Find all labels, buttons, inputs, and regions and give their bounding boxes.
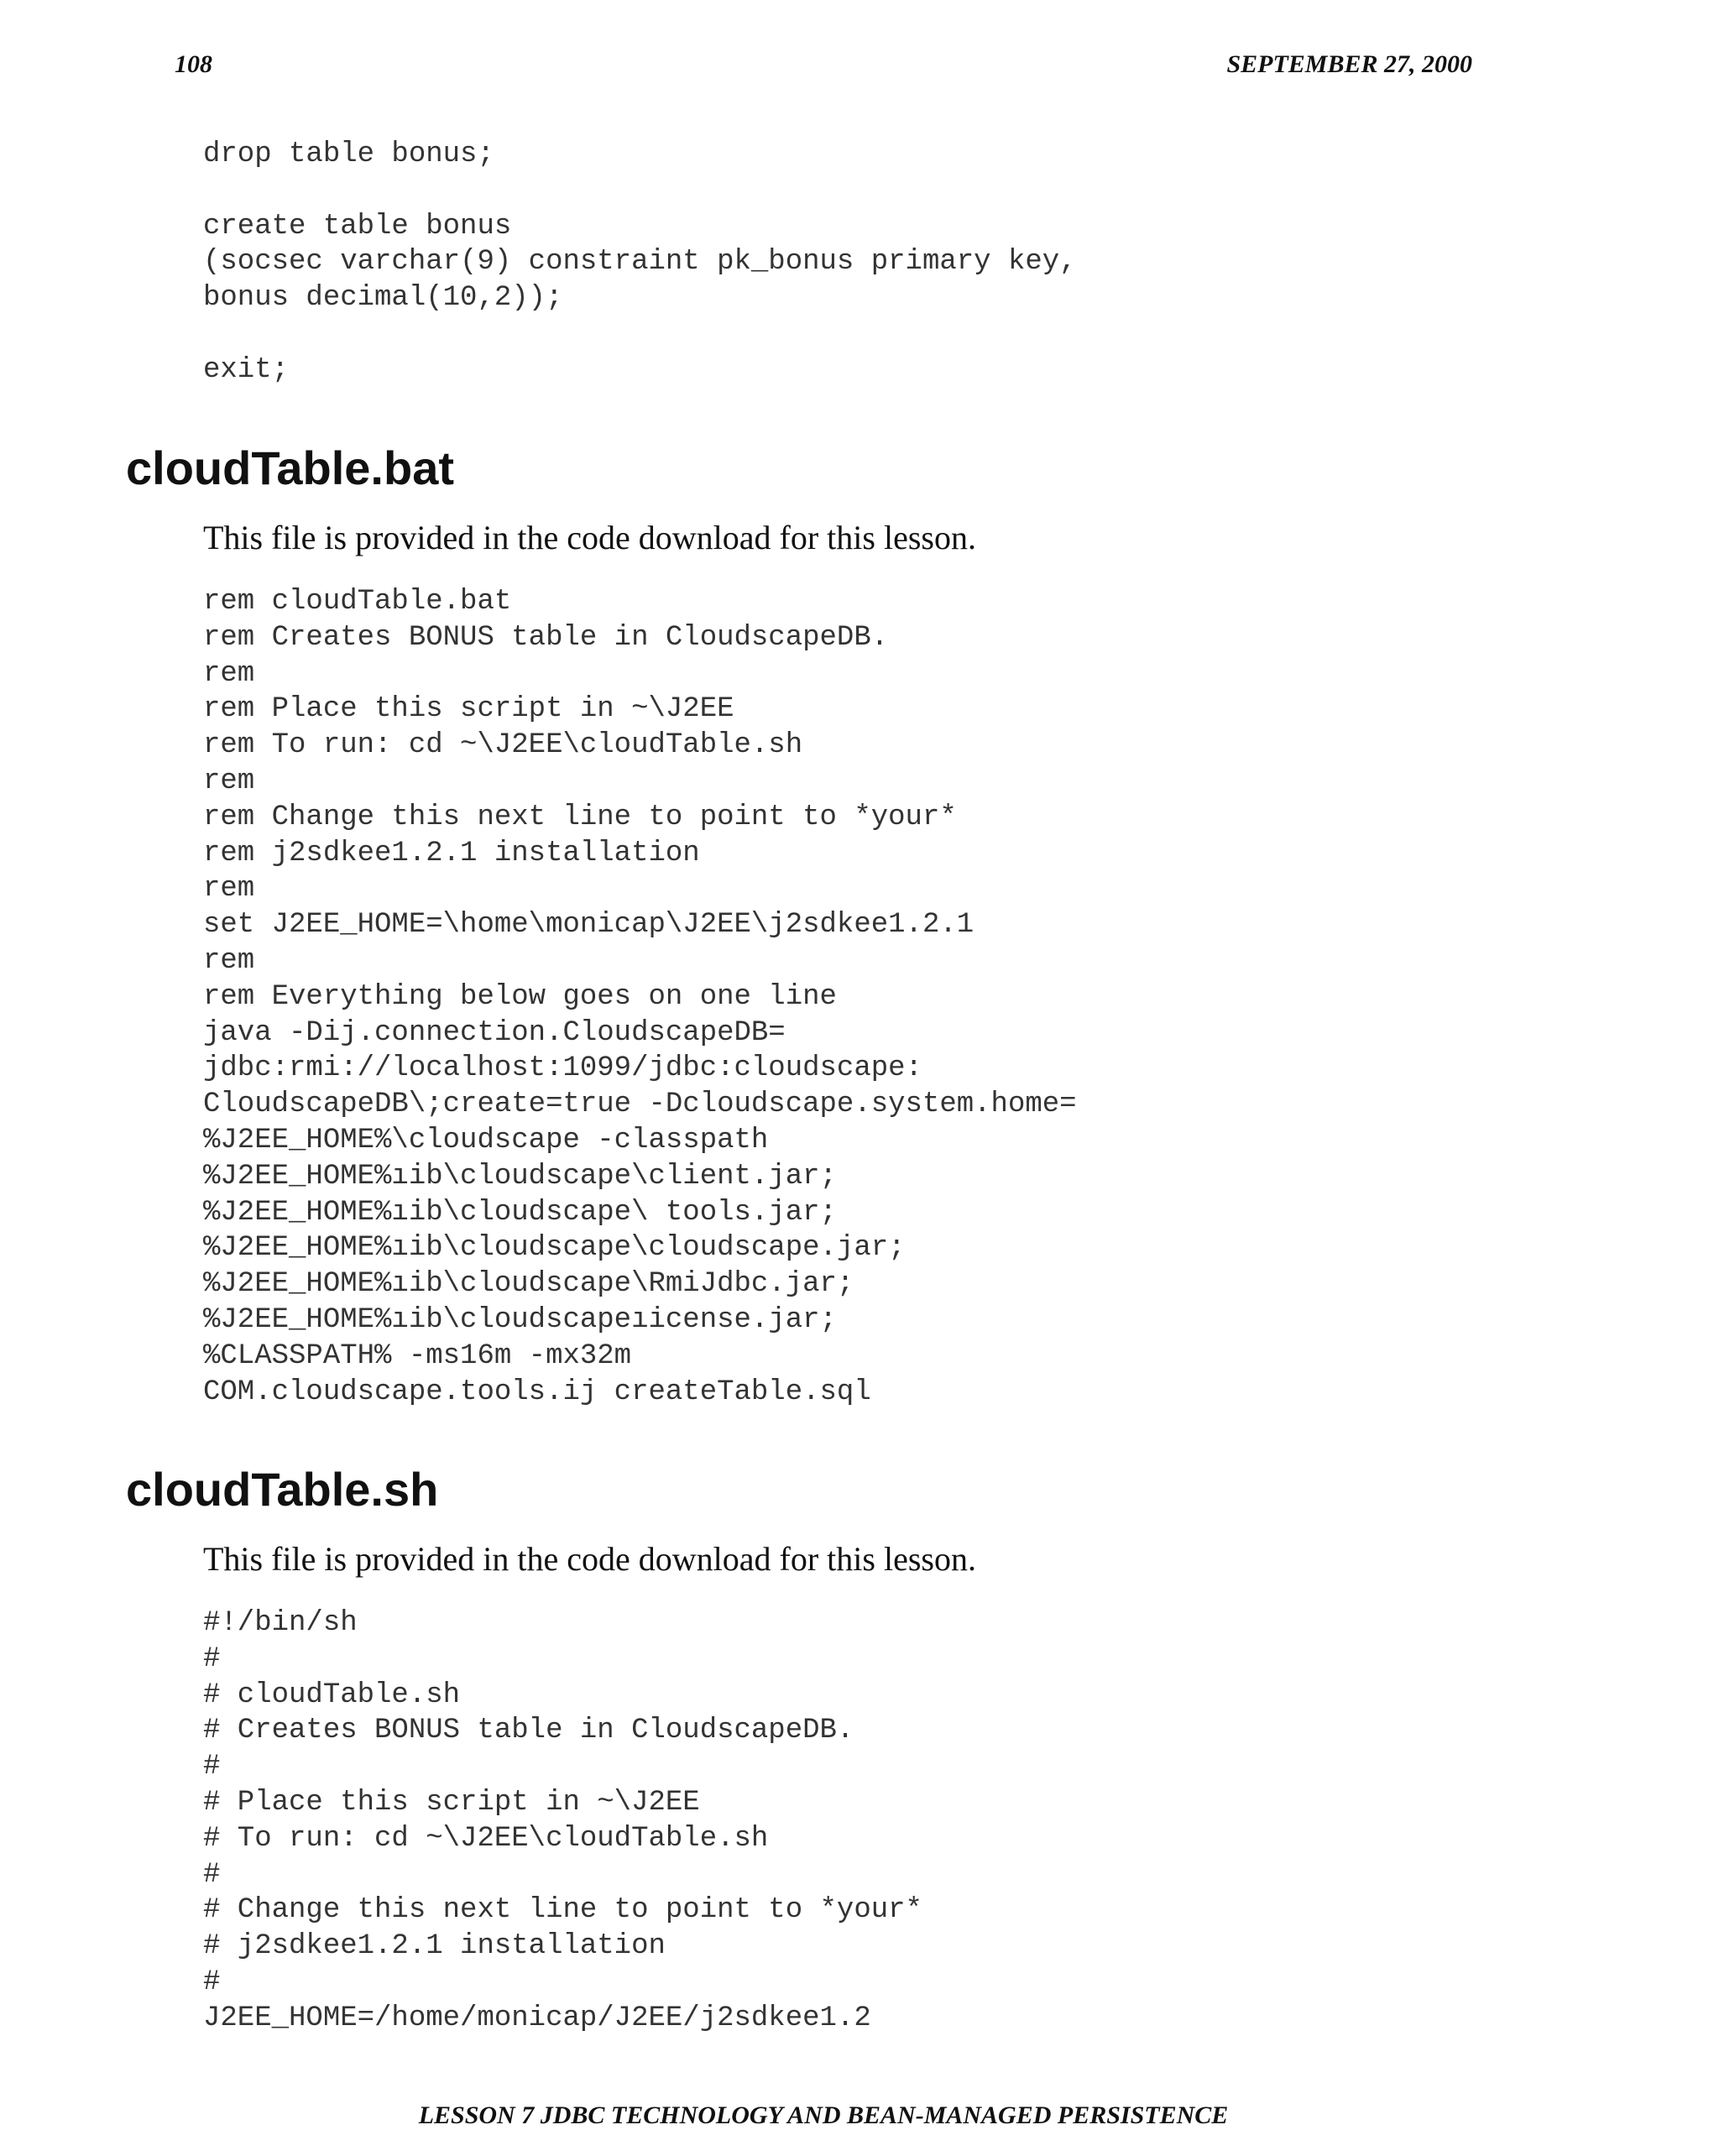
code-line: #	[203, 1751, 221, 1783]
code-line: #	[203, 1642, 221, 1675]
code-line: rem Change this next line to point to *your*	[203, 801, 957, 833]
code-line	[203, 316, 1077, 352]
code-line: java -Dij.connection.CloudscapeDB=	[203, 1016, 786, 1049]
code-line: jdbc:rmi://localhost:1099/jdbc:cloudscape:	[203, 1052, 922, 1085]
code-line: %J2EE_HOME%\cloudscape -classpath	[203, 1124, 769, 1156]
code-line: #!/bin/sh	[203, 1607, 358, 1639]
section-description-bat: This file is provided in the code download for this lesson.	[203, 519, 976, 556]
code-line	[203, 173, 1077, 209]
code-line: bonus decimal(10,2));	[203, 282, 563, 315]
code-line: %J2EE_HOME%ıib\cloudscape\cloudscape.jar;	[203, 1232, 906, 1265]
code-line: # j2sdkee1.2.1 installation	[203, 1930, 666, 1963]
code-line: # Creates BONUS table in CloudscapeDB.	[203, 1715, 854, 1747]
code-line: J2EE_HOME=/home/monicap/J2EE/j2sdkee1.2	[203, 2002, 871, 2034]
code-line: set J2EE_HOME=\home\monicap\J2EE\j2sdkee1.2.1	[203, 909, 974, 942]
code-line: rem Place this script in ~\J2EE	[203, 693, 734, 726]
code-line: %J2EE_HOME%ıib\cloudscape\RmiJdbc.jar;	[203, 1268, 854, 1301]
code-line: rem cloudTable.bat	[203, 586, 512, 618]
code-line: rem Creates BONUS table in CloudscapeDB.	[203, 621, 889, 654]
code-line: # cloudTable.sh	[203, 1678, 461, 1711]
code-line: COM.cloudscape.tools.ij createTable.sql	[203, 1376, 871, 1408]
code-line: # Place this script in ~\J2EE	[203, 1786, 700, 1819]
section-heading-bat: cloudTable.bat	[126, 441, 454, 494]
code-line: %J2EE_HOME%ıib\cloudscape\ tools.jar;	[203, 1196, 837, 1229]
code-line: #	[203, 1858, 221, 1891]
code-line: CloudscapeDB\;create=true -Dcloudscape.system.home=	[203, 1088, 1077, 1121]
code-line: %CLASSPATH% -ms16m -mx32m	[203, 1339, 632, 1372]
code-line: exit;	[203, 353, 290, 386]
section-description-sh: This file is provided in the code download for this lesson.	[203, 1540, 976, 1578]
header-date: SEPTEMBER 27, 2000	[1226, 50, 1472, 78]
code-line: rem Everything below goes on one line	[203, 980, 837, 1013]
code-line: rem	[203, 873, 255, 906]
code-line: #	[203, 1965, 221, 1998]
code-line: (socsec varchar(9) constraint pk_bonus primary key,	[203, 246, 1077, 279]
sql-code-listing	[203, 137, 1077, 389]
code-line: # To run: cd ~\J2EE\cloudTable.sh	[203, 1822, 769, 1855]
code-line: rem To run: cd ~\J2EE\cloudTable.sh	[203, 729, 803, 762]
page-number: 108	[175, 50, 212, 78]
code-line: create table bonus	[203, 210, 512, 243]
bat-code-listing	[203, 584, 1077, 1410]
running-footer: LESSON 7 JDBC TECHNOLOGY AND BEAN-MANAGED PERSISTENCE	[418, 2101, 1229, 2129]
section-heading-sh: cloudTable.sh	[126, 1463, 439, 1516]
sh-code-listing	[203, 1605, 922, 2037]
code-line: %J2EE_HOME%ıib\cloudscape\client.jar;	[203, 1160, 837, 1193]
code-line: rem	[203, 765, 255, 797]
code-line: rem j2sdkee1.2.1 installation	[203, 837, 700, 869]
code-line: rem	[203, 657, 255, 690]
code-line: rem	[203, 944, 255, 977]
code-line: %J2EE_HOME%ıib\cloudscapeıicense.jar;	[203, 1303, 837, 1336]
code-line: # Change this next line to point to *your*	[203, 1894, 922, 1927]
code-line: drop table bonus;	[203, 138, 494, 170]
